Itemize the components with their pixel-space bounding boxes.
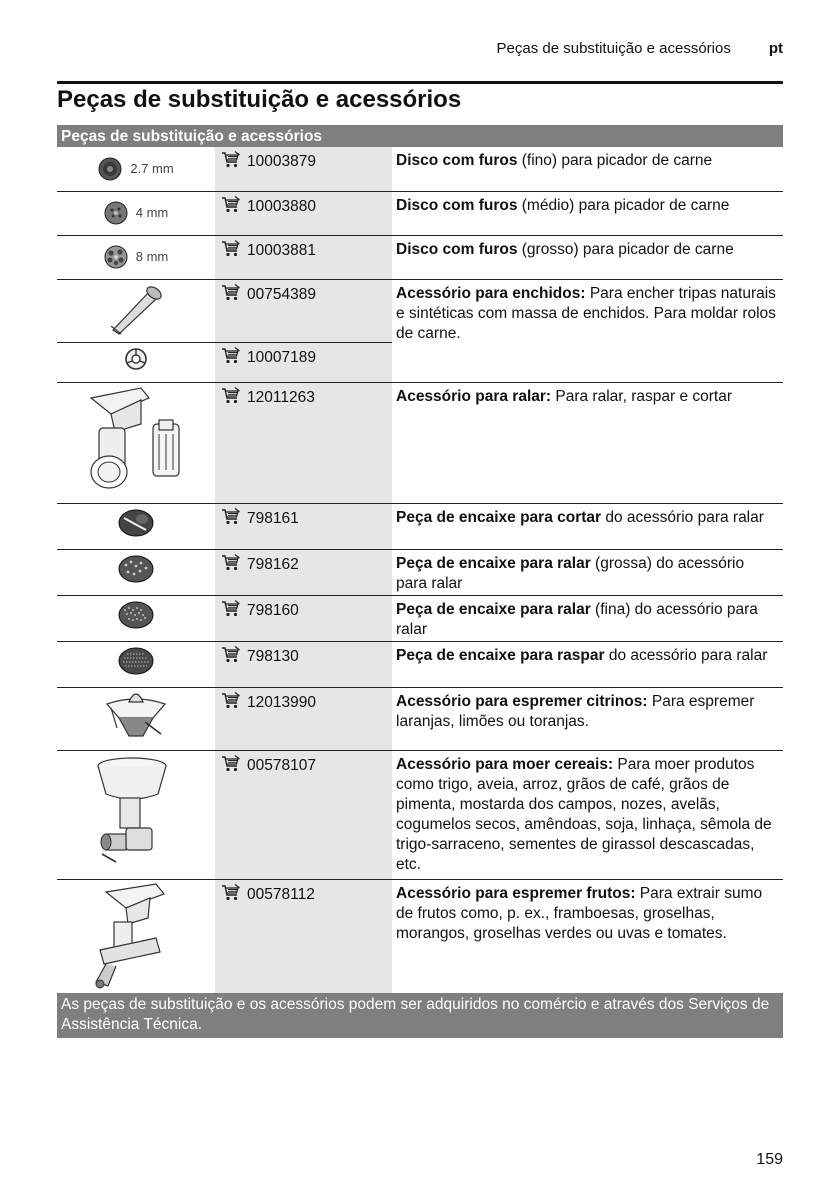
- part-detail: (grossa) do acessório para ralar: [396, 554, 745, 592]
- table-row: [57, 641, 783, 687]
- availability-note: As peças de substituição e os acessórios podem ser adquiridos no comércio e através dos Serviços de Assistência Técnica.: [57, 993, 783, 1038]
- part-description: [392, 549, 783, 595]
- part-name: Disco com furos: [396, 196, 518, 214]
- perforated-disc-coarse-icon: [104, 245, 128, 269]
- part-name: Disco com furos: [396, 152, 518, 169]
- part-image-cell: [57, 750, 215, 879]
- part-number: 798161: [247, 509, 299, 527]
- part-image-cell: [57, 382, 215, 503]
- shopping-cart-icon: [221, 646, 241, 664]
- part-detail: Para moer produtos como trigo, aveia, arroz, grãos de café, grãos de pimenta, mostarda dos campos, nozes, avelãs, cogumelos secos, amêndoas, soja, linhaça, sêmola de trigo-sarraceno, sementes de girassol descascadas, etc.: [396, 755, 772, 873]
- table-row: [57, 503, 783, 549]
- part-image-cell: [57, 191, 215, 235]
- part-description: [392, 382, 783, 503]
- part-description: [392, 191, 783, 235]
- part-number: 10003880: [247, 197, 316, 215]
- slicing-drum-icon: [116, 506, 156, 540]
- part-image-cell: [57, 147, 215, 191]
- page-title: Peças de substituição e acessórios: [57, 86, 462, 113]
- part-number: 798162: [247, 555, 299, 573]
- part-number: 10007189: [247, 348, 316, 366]
- part-detail: Para encher tripas naturais e sintéticas com massa de enchidos. Para moldar rolos de carne.: [396, 284, 776, 342]
- part-number: 12013990: [247, 693, 316, 711]
- part-image-cell: [57, 503, 215, 549]
- running-title: Peças de substituição e acessórios: [496, 40, 731, 57]
- part-number-cell: [215, 235, 392, 279]
- part-number: 12011263: [247, 388, 315, 406]
- part-number: 00578112: [247, 885, 315, 903]
- running-header: [497, 40, 783, 57]
- grater-attachment-icon: [81, 384, 191, 496]
- part-description: [392, 235, 783, 279]
- sausage-filler-nozzle-icon: [105, 280, 167, 336]
- table-row: [57, 595, 783, 641]
- part-name: Acessório para espremer frutos:: [396, 884, 636, 902]
- part-number-cell: [215, 279, 392, 342]
- part-image-cell: [57, 687, 215, 750]
- table-row: [57, 687, 783, 750]
- table-row: [57, 549, 783, 595]
- part-description: [392, 595, 783, 641]
- part-number-cell: [215, 687, 392, 750]
- part-name: Acessório para enchidos:: [396, 284, 586, 302]
- part-name: Disco com furos: [396, 240, 518, 258]
- parts-table: [57, 125, 783, 998]
- perforated-disc-medium-icon: [104, 201, 128, 225]
- part-detail: (grosso) para picador de carne: [517, 240, 734, 258]
- kebbe-shaper-icon: [123, 346, 149, 372]
- part-image-cell: [57, 279, 215, 342]
- part-description: [392, 147, 783, 191]
- part-image-cell: [57, 641, 215, 687]
- rasping-drum-icon: [116, 644, 156, 678]
- table-row: [57, 279, 783, 342]
- part-detail: do acessório para ralar: [601, 508, 764, 526]
- part-detail: (médio) para picador de carne: [517, 196, 730, 214]
- shopping-cart-icon: [221, 284, 241, 302]
- part-number-cell: [215, 382, 392, 503]
- hole-size-label: 2.7 mm: [130, 160, 174, 176]
- header-rule: [57, 81, 783, 84]
- part-number-cell: [215, 191, 392, 235]
- part-detail: Para ralar, raspar e cortar: [551, 387, 732, 405]
- part-detail: do acessório para ralar: [604, 646, 768, 664]
- shopping-cart-icon: [221, 692, 241, 710]
- part-image-cell: [57, 595, 215, 641]
- part-number-cell: [215, 342, 392, 382]
- part-number: 10003879: [247, 153, 316, 170]
- part-detail: (fina) do acessório para ralar: [396, 600, 758, 638]
- part-number: 00754389: [247, 285, 316, 303]
- part-number-cell: [215, 641, 392, 687]
- shopping-cart-icon: [221, 387, 241, 405]
- part-description: [392, 279, 783, 382]
- shopping-cart-icon: [221, 240, 241, 258]
- part-number: 798130: [247, 647, 299, 665]
- shopping-cart-icon: [221, 151, 241, 169]
- table-heading: Peças de substituição e acessórios: [57, 125, 783, 147]
- part-number-cell: [215, 750, 392, 879]
- table-row: [57, 147, 783, 191]
- table-row: [57, 879, 783, 998]
- shopping-cart-icon: [221, 347, 241, 365]
- part-number-cell: [215, 879, 392, 998]
- shopping-cart-icon: [221, 755, 241, 773]
- part-description: [392, 641, 783, 687]
- part-description: [392, 879, 783, 998]
- part-detail: Para espremer laranjas, limões ou toranjas.: [396, 692, 755, 730]
- part-image-cell: [57, 549, 215, 595]
- part-name: Peça de encaixe para raspar: [396, 646, 605, 664]
- citrus-press-icon: [103, 688, 169, 744]
- shopping-cart-icon: [221, 554, 241, 572]
- part-number: 798160: [247, 601, 299, 619]
- part-detail: (fino) para picador de carne: [517, 152, 713, 169]
- part-description: [392, 687, 783, 750]
- hole-size-label: 8 mm: [135, 249, 169, 264]
- part-number-cell: [215, 147, 392, 191]
- shopping-cart-icon: [221, 508, 241, 526]
- part-number: 10003881: [247, 241, 316, 259]
- shopping-cart-icon: [221, 196, 241, 214]
- part-name: Peça de encaixe para ralar: [396, 554, 591, 572]
- shopping-cart-icon: [221, 600, 241, 618]
- table-row: [57, 235, 783, 279]
- part-name: Acessório para moer cereais:: [396, 755, 614, 773]
- part-number-cell: [215, 549, 392, 595]
- part-image-cell: [57, 235, 215, 279]
- language-code: pt: [768, 40, 783, 57]
- part-detail: Para extrair sumo de frutos como, p. ex., framboesas, groselhas, morangos, groselhas verdes ou uvas e tomates.: [396, 884, 763, 942]
- perforated-disc-fine-icon: [98, 157, 122, 181]
- hole-size-label: 4 mm: [135, 205, 169, 220]
- shopping-cart-icon: [221, 884, 241, 902]
- fine-grating-drum-icon: [116, 598, 156, 632]
- part-image-cell: [57, 342, 215, 382]
- part-description: [392, 750, 783, 879]
- part-number: 00578107: [247, 756, 316, 774]
- table-row: [57, 382, 783, 503]
- part-name: Peça de encaixe para cortar: [396, 508, 602, 526]
- coarse-grating-drum-icon: [116, 552, 156, 586]
- part-name: Acessório para ralar:: [396, 387, 552, 405]
- part-name: Peça de encaixe para ralar: [396, 600, 591, 618]
- fruit-press-icon: [86, 882, 186, 990]
- part-number-cell: [215, 595, 392, 641]
- part-image-cell: [57, 879, 215, 998]
- part-description: [392, 503, 783, 549]
- part-number-cell: [215, 503, 392, 549]
- page-number: 159: [756, 1151, 783, 1168]
- part-name: Acessório para espremer citrinos:: [396, 692, 648, 710]
- table-row: [57, 750, 783, 879]
- table-row: [57, 191, 783, 235]
- grain-mill-icon: [86, 754, 186, 870]
